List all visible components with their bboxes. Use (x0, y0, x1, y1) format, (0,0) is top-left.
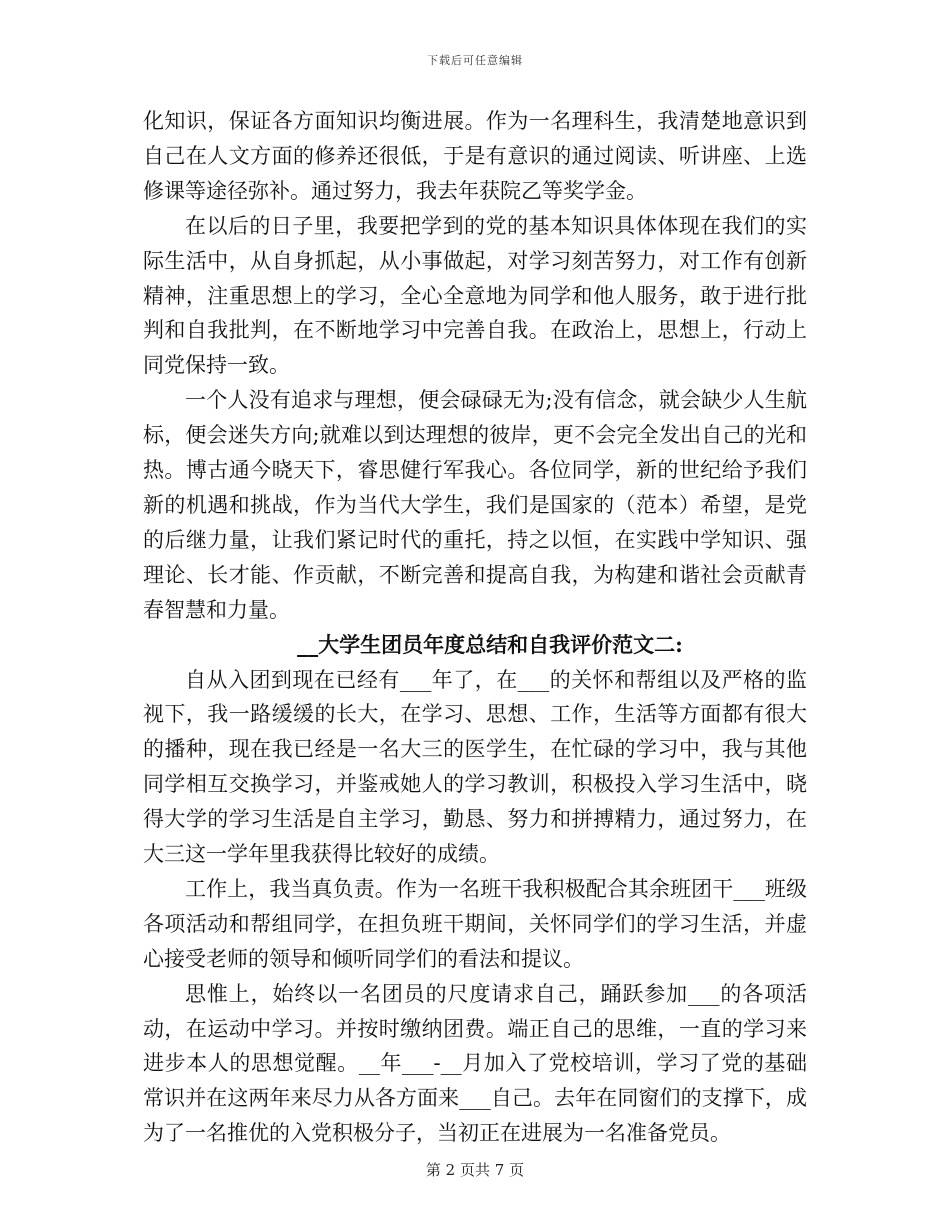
page-header-note: 下载后可任意编辑 (427, 54, 523, 67)
paragraph: 一个人没有追求与理想，便会碌碌无为;没有信念，就会缺少人生航标，便会迷失方向;就难以到达理想的彼岸，更不会完全发出自己的光和热。博古通今晓天下，睿思健行军我心。各位同学，新的世纪给予我们新的机遇和挑战，作为当代大学生，我们是国家的（范本）希望，是党的后继力量，让我们紧记时代的重托，持之以恒，在实践中学知识、强理论、长才能、作贡献，不断完善和提高自我，为构建和谐社会贡献青春智慧和力量。 (143, 388, 807, 622)
paragraph: 思惟上，始终以一名团员的尺度请求自己，踊跃参加___的各项活动，在运动中学习。并按时缴纳团费。端正自己的思维，一直的学习来进步本人的思想觉醒。__年___-__月加入了党校培训，学习了党的基础常识并在这两年来尽力从各方面来___自己。去年在同窗们的支撑下，成为了一名推优的入党积极分子，当初正在进展为一名准备党员。 (143, 981, 807, 1146)
paragraph-continued: 化知识，保证各方面知识均衡进展。作为一名理科生，我清楚地意识到自己在人文方面的修养还很低，于是有意识的通过阅读、听讲座、上选修课等途径弥补。通过努力，我去年获院乙等奖学金。 (143, 109, 807, 203)
paragraph: 在以后的日子里，我要把学到的党的基本知识具体体现在我们的实际生活中，从自身抓起，从小事做起，对学习刻苦努力，对工作有创新精神，注重思想上的学习，全心全意地为同学和他人服务，敢于进行批判和自我批判，在不断地学习中完善自我。在政治上，思想上，行动上同党保持一致。 (143, 213, 807, 378)
document-body (143, 104, 807, 1151)
paragraph: 自从入团到现在已经有___年了，在___的关怀和帮组以及严格的监视下，我一路缓缓的长大，在学习、思想、工作，生活等方面都有很大的播种，现在我已经是一名大三的医学生，在忙碌的学习中，我与其他同学相互交换学习，并鉴戒她人的学习教训，积极投入学习生活中，晓得大学的学习生活是自主学习，勤恳、努力和拼搏精力，通过努力，在大三这一学年里我获得比较好的成绩。 (143, 667, 807, 867)
paragraph: 工作上，我当真负责。作为一名班干我积极配合其余班团干___班级各项活动和帮组同学，在担负班干期间，关怀同学们的学习生活，并虚心接受老师的领导和倾听同学们的看法和提议。 (143, 876, 807, 971)
section-heading: __大学生团员年度总结和自我评价范文二: (297, 631, 683, 657)
page-number: 第 2 页共 7 页 (425, 1161, 525, 1179)
